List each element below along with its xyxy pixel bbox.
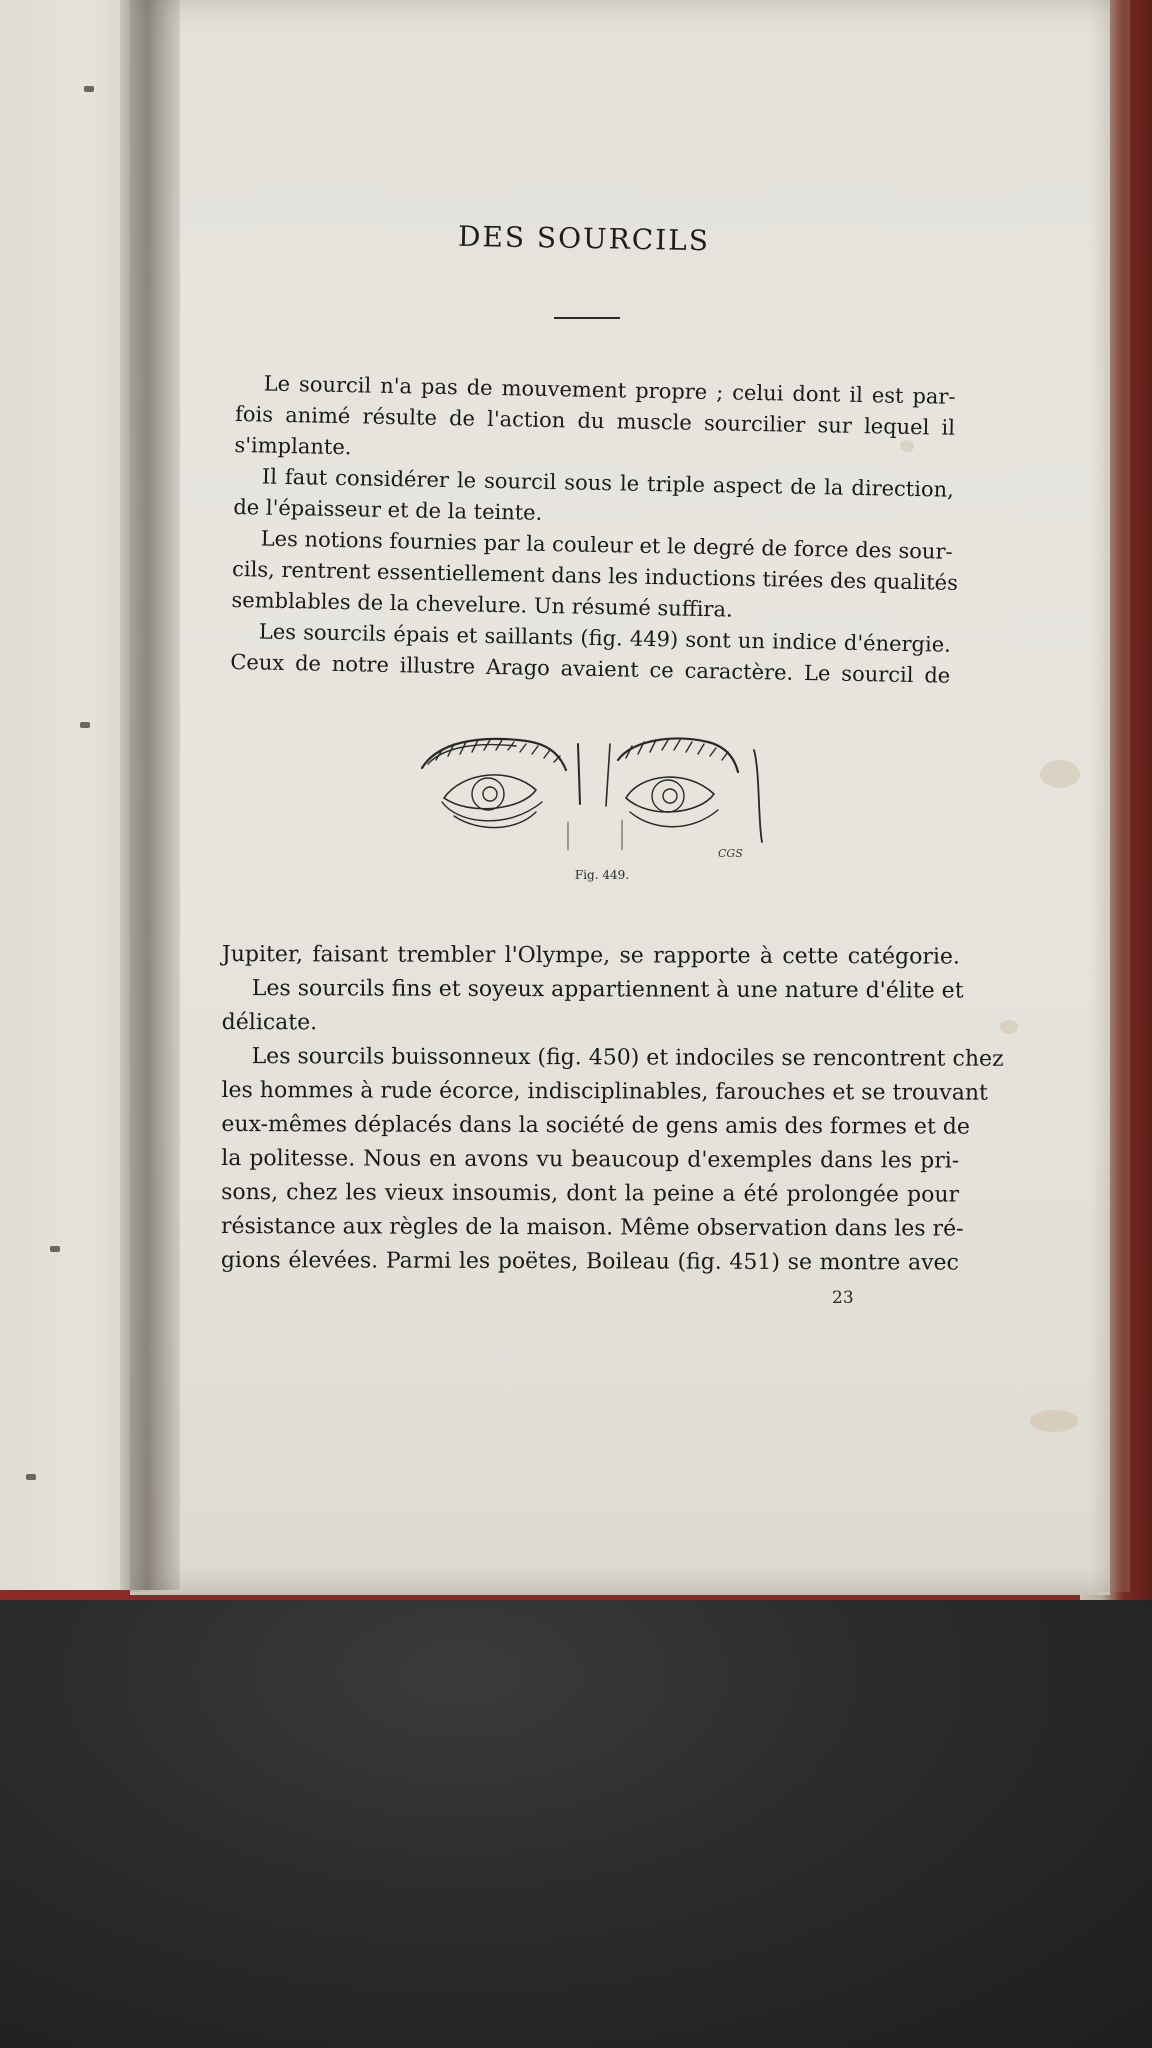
text-line: Il faut considérer le sourcil sous le triple aspect de la direction, xyxy=(261,464,955,502)
foxing-stain xyxy=(1040,760,1080,788)
text-line: semblables de la chevelure. Un résumé suffira. xyxy=(231,587,733,622)
title-rule xyxy=(554,317,620,319)
page-number: 23 xyxy=(832,1288,854,1308)
text-line: résistance aux règles de la maison. Même observation dans les ré- xyxy=(220,1213,964,1242)
text-line: Les notions fournies par la couleur et le degré de force des sour- xyxy=(260,526,953,564)
binding-stitch xyxy=(26,1474,36,1480)
figure-caption: Fig. 449. xyxy=(574,868,630,882)
text-line: de l'épaisseur et de la teinte. xyxy=(233,494,543,525)
text-line: délicate. xyxy=(221,1009,318,1036)
text-line: la politesse. Nous en avons vu beaucoup d'exemples dans les pri- xyxy=(221,1145,960,1174)
foxing-stain xyxy=(1030,1410,1078,1432)
illustrator-signature: CGS xyxy=(718,847,743,860)
text-line: Jupiter, faisant trembler l'Olympe, se rapporte à cette catégorie. xyxy=(221,942,960,970)
paragraph-block-upper xyxy=(230,368,959,692)
page-title: DES SOURCILS xyxy=(457,219,711,258)
foxing-stain xyxy=(1000,1020,1018,1034)
text-line: cils, rentrent essentiellement dans les inductions tirées des qualités xyxy=(231,556,959,595)
binding-stitch xyxy=(80,722,90,728)
text-line: s'implante. xyxy=(234,432,352,460)
text-line: gions élevées. Parmi les poëtes, Boileau (fig. 451) se montre avec xyxy=(220,1247,959,1276)
text-line: Ceux de notre illustre Arago avaient ce caractère. Le sourcil de xyxy=(230,649,951,688)
binding-stitch xyxy=(50,1246,60,1252)
text-line: Les sourcils épais et saillants (fig. 449) sont un indice d'énergie. xyxy=(258,619,952,657)
text-line: Les sourcils buissonneux (fig. 450) et indociles se rencontrent chez xyxy=(251,1044,1004,1072)
paragraph-block-lower xyxy=(220,938,1004,1281)
text-line: sons, chez les vieux insoumis, dont la peine a été prolongée pour xyxy=(221,1179,960,1208)
text-line: Les sourcils fins et soyeux appartiennent à une nature d'élite et xyxy=(251,976,964,1004)
text-line: Le sourcil n'a pas de mouvement propre ; celui dont il est par- xyxy=(263,371,956,409)
text-line: eux-mêmes déplacés dans la société de gens amis des formes et de xyxy=(221,1111,970,1140)
text-line: les hommes à rude écorce, indisciplinables, farouches et se trouvant xyxy=(221,1077,988,1106)
binding-stitch xyxy=(84,86,94,92)
tabletop xyxy=(0,1580,1152,2048)
text-line: fois animé résulte de l'action du muscle sourcilier sur lequel il xyxy=(234,401,956,440)
